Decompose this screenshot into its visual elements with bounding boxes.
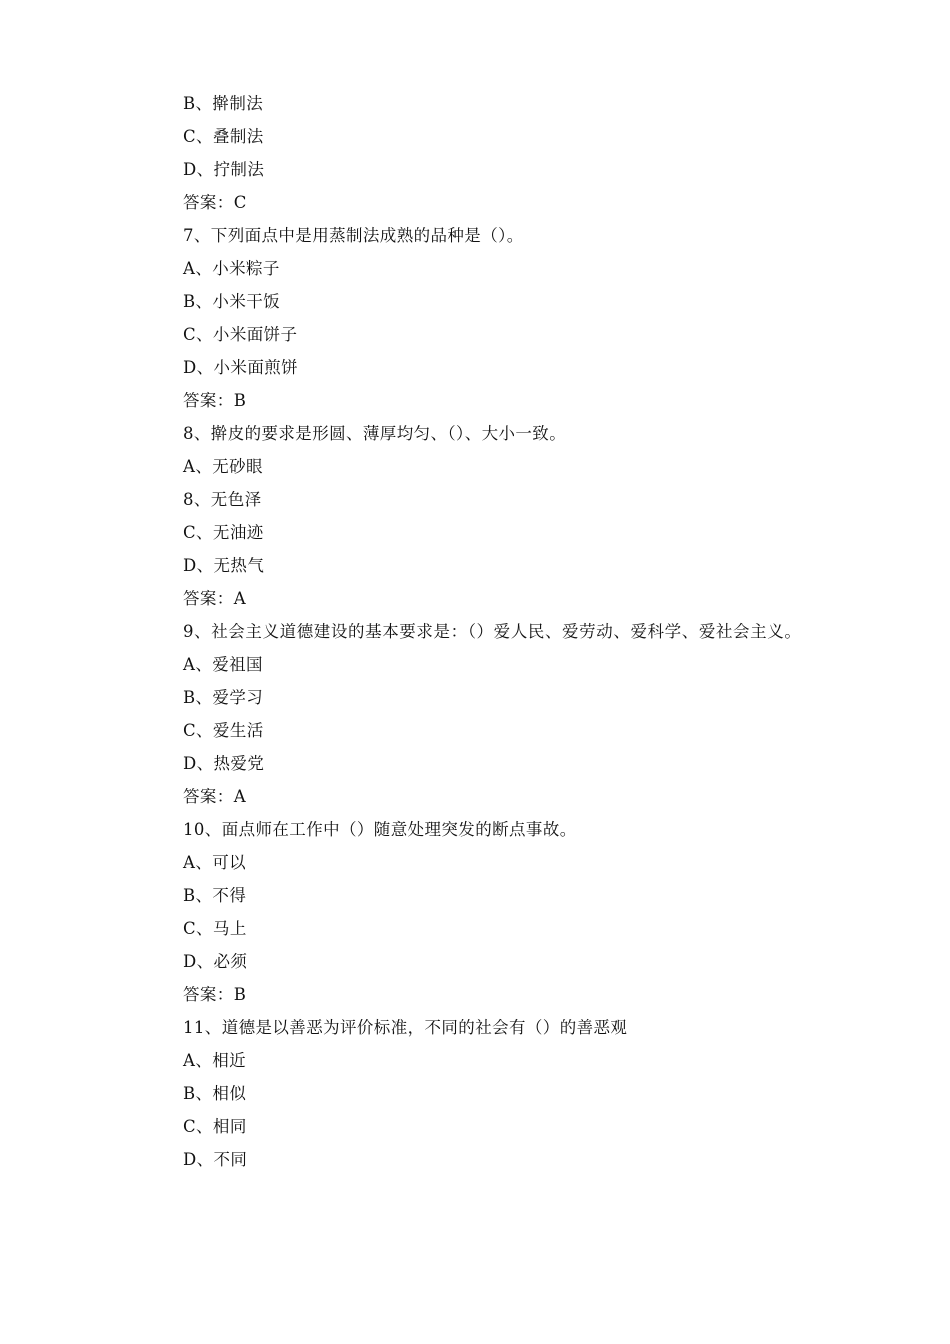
answer-line: 答案：B <box>183 391 247 410</box>
option-line: A、无砂眼 <box>183 457 263 476</box>
answer-line: 答案：C <box>183 193 247 212</box>
option-line: B、擀制法 <box>183 94 264 113</box>
option-line: C、相同 <box>183 1117 247 1136</box>
option-line: D、无热气 <box>183 556 265 575</box>
option-line: C、小米面饼子 <box>183 325 298 344</box>
question-line: 7、下列面点中是用蒸制法成熟的品种是（）。 <box>183 226 524 245</box>
option-line: D、拧制法 <box>183 160 265 179</box>
option-line: C、马上 <box>183 919 247 938</box>
option-line: D、不同 <box>183 1150 248 1169</box>
option-line: D、热爱党 <box>183 754 265 773</box>
option-line: C、无油迹 <box>183 523 264 542</box>
option-line: D、小米面煎饼 <box>183 358 299 377</box>
option-line: B、不得 <box>183 886 247 905</box>
option-line: A、爱祖国 <box>183 655 263 674</box>
question-line: 9、社会主义道德建设的基本要求是：（）爱人民、爱劳动、爱科学、爱社会主义。 <box>183 622 802 641</box>
option-line: 8、无色泽 <box>183 490 262 509</box>
option-line: B、小米干饭 <box>183 292 281 311</box>
option-line: B、爱学习 <box>183 688 264 707</box>
option-line: D、必须 <box>183 952 248 971</box>
question-line: 11、道德是以善恶为评价标准，不同的社会有（）的善恶观 <box>183 1018 628 1037</box>
option-line: A、可以 <box>183 853 247 872</box>
option-line: A、小米粽子 <box>183 259 280 278</box>
option-line: B、相似 <box>183 1084 247 1103</box>
answer-line: 答案：B <box>183 985 247 1004</box>
option-line: C、爱生活 <box>183 721 264 740</box>
question-line: 8、擀皮的要求是形圆、薄厚均匀、（）、大小一致。 <box>183 424 567 443</box>
option-line: C、叠制法 <box>183 127 264 146</box>
answer-line: 答案：A <box>183 589 247 608</box>
question-line: 10、面点师在工作中（）随意处理突发的断点事故。 <box>183 820 577 839</box>
answer-line: 答案：A <box>183 787 247 806</box>
option-line: A、相近 <box>183 1051 247 1070</box>
document-body <box>145 87 810 1176</box>
